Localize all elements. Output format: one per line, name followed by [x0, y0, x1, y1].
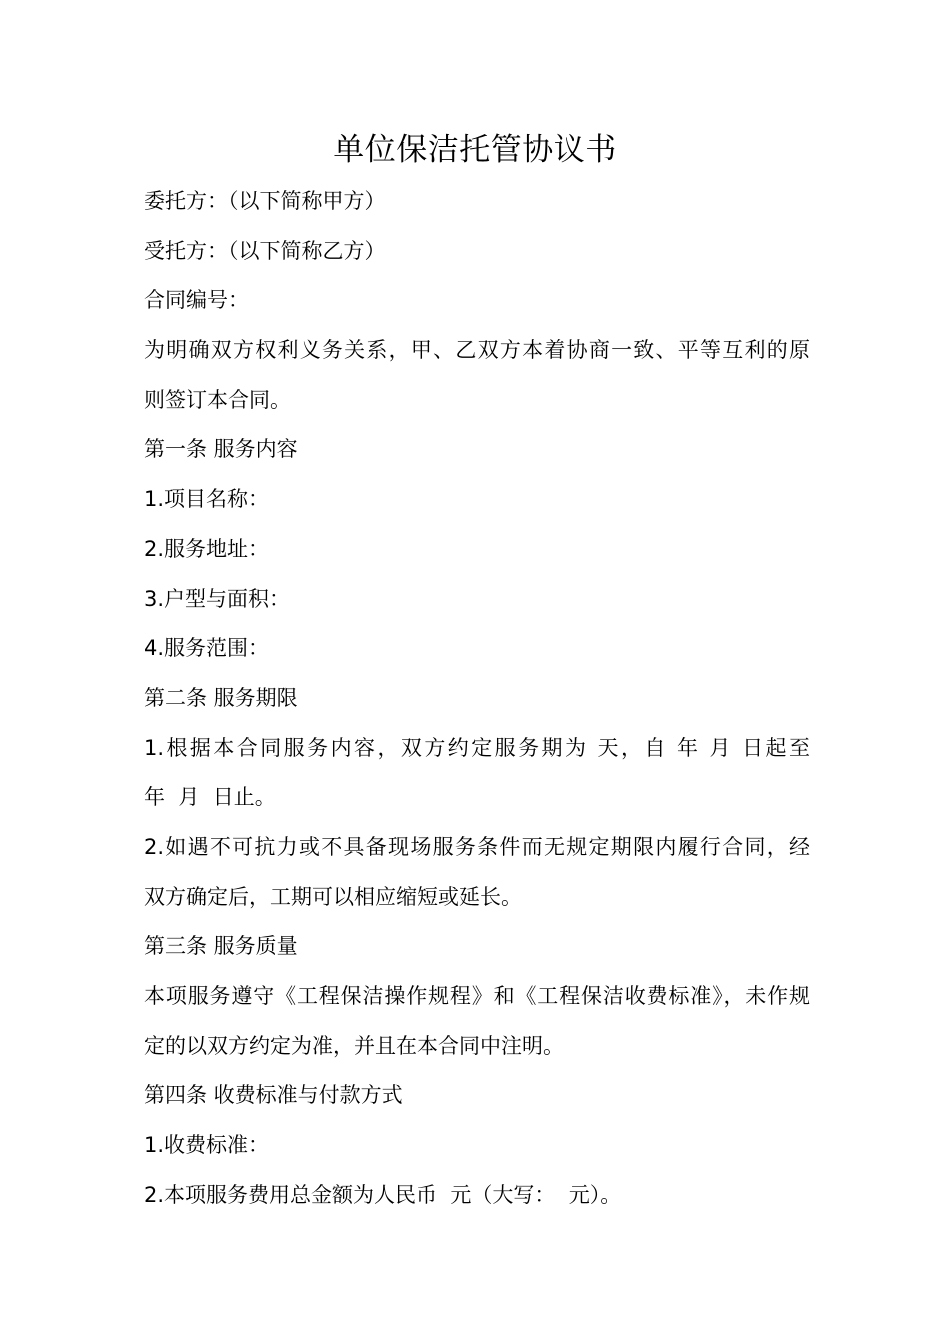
clause-line: 1.项目名称：	[144, 487, 270, 512]
preamble-line: 为明确双方权利义务关系，甲、乙双方本着协商一致、平等互利的原	[144, 338, 810, 363]
article-heading: 第三条 服务质量	[144, 934, 298, 959]
clause-line: 2.本项服务费用总金额为人民币 元（大写： 元）。	[144, 1182, 622, 1207]
party-a-line: 委托方：（以下简称甲方）	[144, 189, 386, 213]
party-b-line: 受托方：（以下简称乙方）	[144, 238, 386, 263]
clause-line: 3.户型与面积：	[144, 586, 291, 611]
document-title: 单位保洁托管协议书	[333, 132, 617, 168]
clause-line: 双方确定后，工期可以相应缩短或延长。	[144, 884, 522, 909]
clause-line: 4.服务范围：	[144, 636, 270, 661]
clause-line: 1.根据本合同服务内容，双方约定服务期为 天，自 年 月 日起至	[144, 735, 810, 760]
article-heading: 第四条 收费标准与付款方式	[144, 1083, 403, 1108]
preamble-line: 则签订本合同。	[144, 387, 291, 412]
clause-line: 年 月 日止。	[144, 785, 276, 810]
clause-line: 本项服务遵守《工程保洁操作规程》和《工程保洁收费标准》，未作规	[144, 984, 810, 1008]
clause-line: 1.收费标准：	[144, 1133, 270, 1158]
contract-number-line: 合同编号：	[144, 288, 249, 313]
clause-line: 2.如遇不可抗力或不具备现场服务条件而无规定期限内履行合同，经	[144, 834, 810, 859]
document-body	[144, 177, 810, 1220]
clause-line: 2.服务地址：	[144, 536, 270, 561]
article-heading: 第一条 服务内容	[144, 437, 298, 462]
article-heading: 第二条 服务期限	[144, 685, 298, 710]
clause-line: 定的以双方约定为准，并且在本合同中注明。	[144, 1033, 564, 1058]
